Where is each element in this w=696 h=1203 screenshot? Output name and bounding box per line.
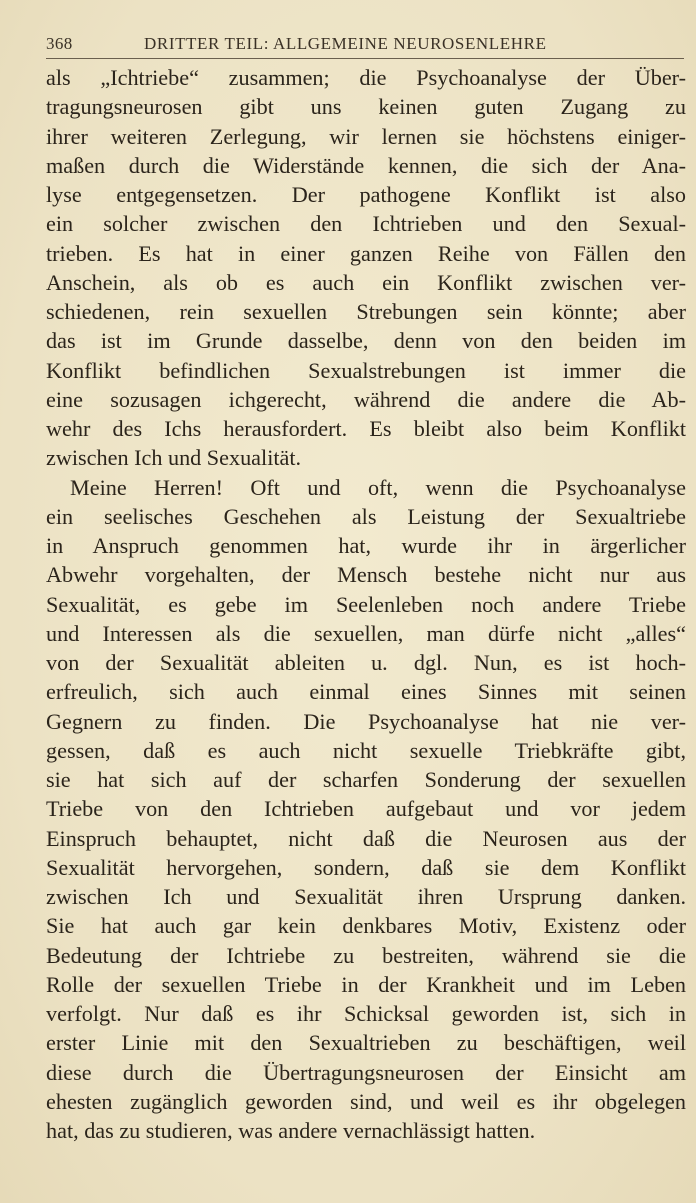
text-line: Gegnern zu finden. Die Psychoanalyse hat nie ver- — [46, 708, 686, 734]
text-line: Meine Herren! Oft und oft, wenn die Psychoanalyse — [70, 474, 686, 500]
text-line: Sie hat auch gar kein denkbares Motiv, Existenz oder — [46, 913, 686, 939]
text-line: Konflikt befindlichen Sexualstrebungen ist immer die — [46, 357, 686, 383]
text-line: Sexualität, es gebe im Seelenleben noch andere Triebe — [46, 591, 686, 617]
running-head: DRITTER TEIL: ALLGEMEINE NEUROSENLEHRE — [144, 34, 547, 53]
text-line: Einspruch behauptet, nicht daß die Neurosen aus der — [46, 825, 686, 851]
text-line: lyse entgegensetzen. Der pathogene Konflikt ist also — [46, 182, 686, 207]
text-line: ihrer weiteren Zerlegung, wir lernen sie höchstens einiger- — [46, 123, 686, 149]
text-line: Sexualität hervorgehen, sondern, daß sie dem Konflikt — [46, 854, 686, 880]
text-line: verfolgt. Nur daß es ihr Schicksal geworden ist, sich in — [46, 1001, 686, 1026]
text-line: Abwehr vorgehalten, der Mensch bestehe nicht nur aus — [46, 562, 686, 588]
text-line: maßen durch die Widerstände kennen, die sich der Ana- — [46, 152, 686, 178]
paragraph — [46, 63, 686, 473]
text-line: sie hat sich auf der scharfen Sonderung der sexuellen — [46, 767, 686, 792]
text-line: und Interessen als die sexuellen, man dürfe nicht „alles“ — [46, 620, 686, 646]
text-line: Anschein, als ob es auch ein Konflikt zwischen ver- — [46, 269, 686, 295]
text-line: Rolle der sexuellen Triebe in der Krankheit und im Leben — [46, 971, 686, 997]
text-line: hat, das zu studieren, was andere vernachlässigt hatten. — [46, 1118, 536, 1143]
text-line: schiedenen, rein sexuellen Strebungen sein könnte; aber — [46, 299, 686, 324]
page-number: 368 — [46, 34, 73, 53]
text-line: ein solcher zwischen den Ichtrieben und den Sexual- — [46, 211, 686, 237]
text-line: gessen, daß es auch nicht sexuelle Triebkräfte gibt, — [46, 737, 686, 763]
paragraph — [46, 473, 686, 1146]
text-line: in Anspruch genommen hat, wurde ihr in ärgerlicher — [46, 533, 686, 558]
text-line: wehr des Ichs herausfordert. Es bleibt also beim Konflikt — [46, 416, 686, 441]
text-line: zwischen Ich und Sexualität ihren Ursprung danken. — [46, 884, 686, 909]
text-line: Triebe von den Ichtrieben aufgebaut und vor jedem — [46, 796, 686, 822]
text-line: Bedeutung der Ichtriebe zu bestreiten, während sie die — [46, 942, 686, 968]
text-line: eine sozusagen ichgerecht, während die andere die Ab- — [46, 386, 686, 412]
text-line: das ist im Grunde dasselbe, denn von den beiden im — [46, 328, 686, 354]
text-line: erster Linie mit den Sexualtrieben zu beschäftigen, weil — [46, 1030, 686, 1056]
text-line: von der Sexualität ableiten u. dgl. Nun, es ist hoch- — [46, 650, 686, 675]
text-line: erfreulich, sich auch einmal eines Sinnes mit seinen — [46, 679, 686, 705]
text-line: diese durch die Übertragungsneurosen der Einsicht am — [46, 1059, 686, 1085]
body-text — [46, 63, 686, 1145]
text-line: ein seelisches Geschehen als Leistung der Sexualtriebe — [46, 503, 686, 529]
text-line: ehesten zugänglich geworden sind, und weil es ihr obgelegen — [46, 1088, 686, 1114]
text-line: trieben. Es hat in einer ganzen Reihe von Fällen den — [46, 240, 686, 266]
text-line: als „Ichtriebe“ zusammen; die Psychoanalyse der Über- — [46, 65, 686, 90]
text-line: tragungsneurosen gibt uns keinen guten Zugang zu — [46, 94, 686, 120]
text-line: zwischen Ich und Sexualität. — [46, 445, 302, 471]
page-header — [46, 34, 684, 59]
